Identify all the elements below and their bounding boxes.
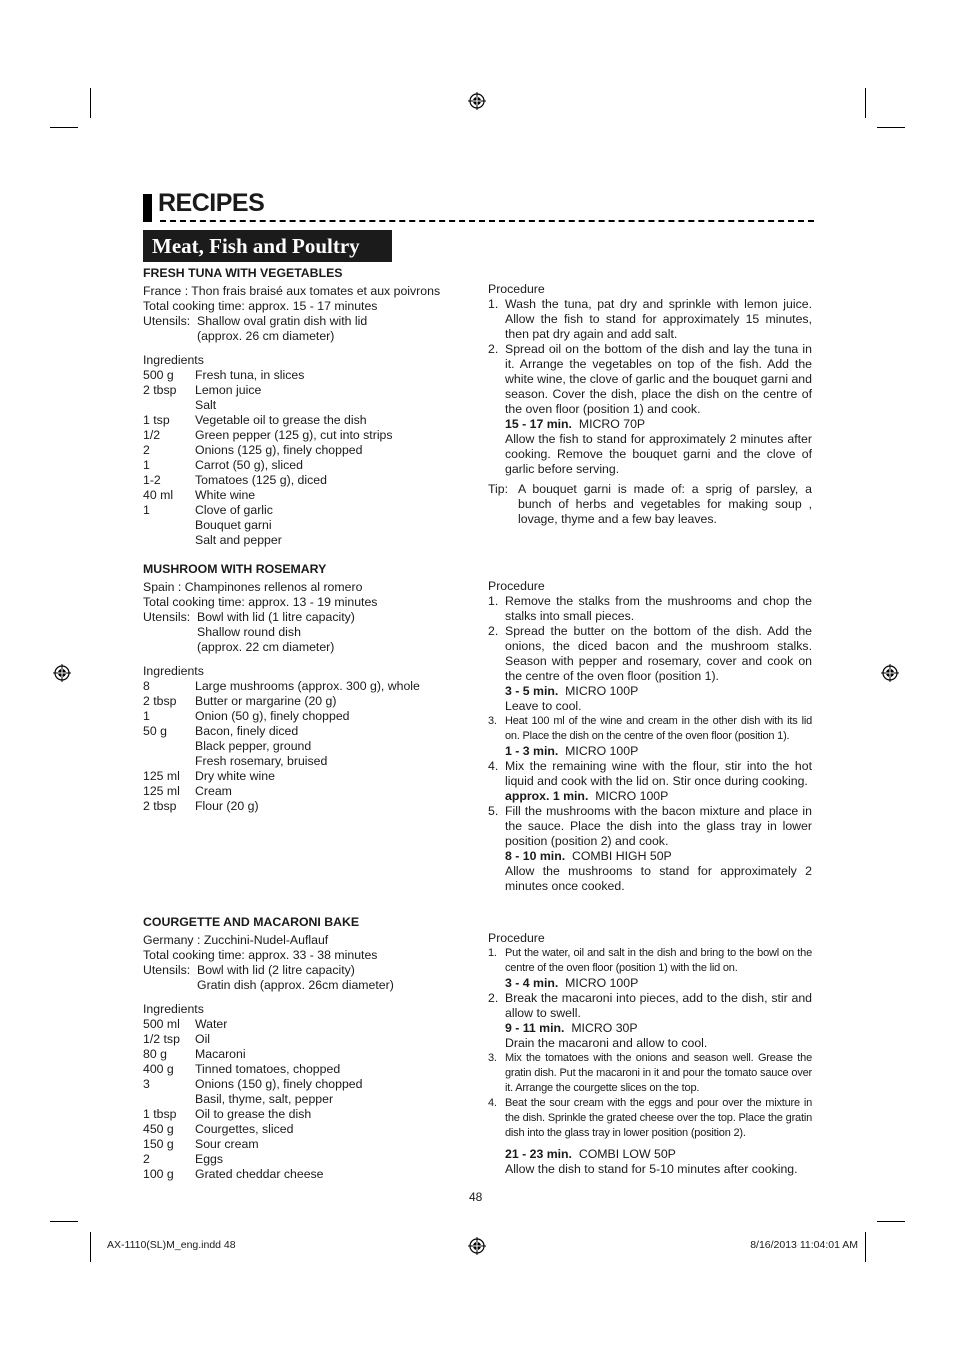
ingredient-name: Large mushrooms (approx. 300 g), whole bbox=[195, 679, 420, 693]
ingredient-quantity: 125 ml bbox=[143, 769, 180, 783]
tuna-procedure: Procedure 1. Wash the tuna, pat dry and sprinkle with lemon juice. Allow the fish to stand for approximately 15 minutes, then pat dry again and add salt. 2. Spread oil on the bottom of the dish and lay the tuna in it. Arrange the vegetables on top of the fish. Add the white wine, the clove of garlic and the bouquet garni and season. Cover the dish, place the dish on the centre of the oven floor (position 1) and cook. 15 - 17 min. MICRO 70P Allow the fish to stand for approximately 2 minutes after cooking. Remove the bouquet garni and the clove of garlic before serving. Tip: A bouquet garni is made of: a sprig of parsley, a bunch of herbs and vegetables for making soup , lovage, thyme and a few bay leaves. bbox=[488, 282, 812, 526]
ingredient-quantity: 1-2 bbox=[143, 473, 161, 487]
recipe-total-time: Total cooking time: approx. 15 - 17 minutes bbox=[143, 299, 378, 313]
mushroom-recipe-info: MUSHROOM WITH ROSEMARY Spain : Champinones rellenos al romero Total cooking time: approx. 13 - 19 minutes Utensils: Bowl with lid (1 litre capacity) Shallow round dish (approx. 22 cm diameter) Ingredients 8 Large mushrooms (approx. 300 g), whole 2 tbsp Butter or margarine (20 g) 1 Onion (50 g), finely chopped 50 g Bacon, finely diced Black pepper, ground Fresh rosemary, bruised 125 ml Dry white wine 125 ml Cream 2 tbsp Flour (20 g) bbox=[143, 562, 463, 814]
ingredient-row bbox=[143, 754, 463, 769]
tuna-recipe-info bbox=[143, 266, 463, 548]
ingredient-name: Fresh tuna, in slices bbox=[195, 368, 305, 382]
crop-mark bbox=[877, 127, 905, 128]
ingredient-row bbox=[143, 1167, 463, 1182]
ingredient-row bbox=[143, 679, 463, 694]
ingredient-row bbox=[143, 1032, 463, 1047]
registration-mark-icon bbox=[881, 664, 899, 682]
ingredient-quantity: 1 tbsp bbox=[143, 1107, 177, 1121]
ingredient-name: Eggs bbox=[195, 1152, 224, 1166]
ingredient-quantity: 8 bbox=[143, 679, 150, 693]
ingredient-quantity: 2 tbsp bbox=[143, 799, 177, 813]
ingredient-name: Flour (20 g) bbox=[195, 799, 259, 813]
ingredient-row bbox=[143, 473, 463, 488]
ingredient-name: Oil to grease the dish bbox=[195, 1107, 312, 1121]
ingredient-row bbox=[143, 694, 463, 709]
crop-mark bbox=[90, 1232, 91, 1262]
ingredient-row bbox=[143, 428, 463, 443]
crop-mark bbox=[50, 127, 78, 128]
ingredients-label: Ingredients bbox=[143, 353, 204, 367]
cook-time: 3 - 4 min. MICRO 100P bbox=[505, 976, 639, 990]
ingredient-row bbox=[143, 709, 463, 724]
ingredient-name: Oil bbox=[195, 1032, 211, 1046]
recipe-title: FRESH TUNA WITH VEGETABLES bbox=[143, 266, 343, 280]
ingredient-name: Cream bbox=[195, 784, 232, 798]
ingredient-row bbox=[143, 368, 463, 383]
ingredient-quantity: 2 tbsp bbox=[143, 694, 177, 708]
ingredient-row bbox=[143, 724, 463, 739]
procedure-step: 4. Beat the sour cream with the eggs and pour over the mixture in the dish. Sprinkle the grated cheese over the top. Place the gratin dish into the glass tray in lower position (position 2). bbox=[488, 1097, 812, 1139]
ingredient-quantity bbox=[143, 754, 195, 769]
ingredient-row bbox=[143, 739, 463, 754]
ingredient-name: Water bbox=[195, 1017, 228, 1031]
date-slug: 8/16/2013 11:04:01 AM bbox=[750, 1239, 858, 1251]
header-dashed-rule bbox=[160, 220, 814, 222]
ingredient-name: Black pepper, ground bbox=[195, 739, 312, 753]
ingredient-name: Bouquet garni bbox=[195, 518, 272, 532]
recipe-title: MUSHROOM WITH ROSEMARY bbox=[143, 562, 327, 576]
ingredient-quantity: 450 g bbox=[143, 1122, 174, 1136]
ingredient-name: Onions (150 g), finely chopped bbox=[195, 1077, 363, 1091]
ingredient-name: Carrot (50 g), sliced bbox=[195, 458, 303, 472]
ingredient-quantity: 150 g bbox=[143, 1137, 174, 1151]
ingredient-name: Salt and pepper bbox=[195, 533, 282, 547]
registration-mark-icon bbox=[468, 1237, 486, 1255]
ingredient-name: Sour cream bbox=[195, 1137, 259, 1151]
ingredient-row bbox=[143, 1047, 463, 1062]
ingredient-quantity: 1 bbox=[143, 503, 150, 517]
ingredient-quantity: 40 ml bbox=[143, 488, 174, 502]
ingredient-quantity bbox=[143, 518, 195, 533]
cook-time: 1 - 3 min. MICRO 100P bbox=[505, 744, 639, 758]
ingredients-list bbox=[143, 1017, 463, 1182]
cook-time: 3 - 5 min. MICRO 100P bbox=[505, 684, 639, 698]
recipe-title: COURGETTE AND MACARONI BAKE bbox=[143, 915, 360, 929]
ingredient-quantity: 2 tbsp bbox=[143, 383, 177, 397]
recipe-utensils: Utensils: Bowl with lid (1 litre capacity) Shallow round dish (approx. 22 cm diameter) bbox=[143, 610, 355, 654]
ingredient-quantity: 1/2 tsp bbox=[143, 1032, 180, 1046]
ingredient-quantity: 50 g bbox=[143, 724, 167, 738]
ingredient-row bbox=[143, 488, 463, 503]
ingredient-row bbox=[143, 383, 463, 398]
ingredient-name: Courgettes, sliced bbox=[195, 1122, 294, 1136]
ingredient-row bbox=[143, 443, 463, 458]
ingredient-row bbox=[143, 413, 463, 428]
ingredient-row bbox=[143, 1152, 463, 1167]
ingredient-row bbox=[143, 784, 463, 799]
ingredient-row bbox=[143, 1077, 463, 1092]
ingredient-row bbox=[143, 799, 463, 814]
page-number: 48 bbox=[469, 1190, 483, 1204]
ingredient-name: Tomatoes (125 g), diced bbox=[195, 473, 327, 487]
registration-mark-icon bbox=[468, 92, 486, 110]
ingredient-quantity: 2 bbox=[143, 1152, 150, 1166]
ingredient-quantity bbox=[143, 1092, 195, 1107]
ingredient-row bbox=[143, 398, 463, 413]
crop-mark bbox=[865, 88, 866, 118]
ingredient-quantity: 1 bbox=[143, 709, 150, 723]
mushroom-procedure: Procedure 1. Remove the stalks from the mushrooms and chop the stalks into small pieces. 2. Spread the butter on the bottom of the dish. Add the onions, the diced bacon and the mushroom stalks. Season with pepper and rosemary, cover and cook on the centre of the oven floor (position 1). 3 - 5 min. MICRO 100P Leave to cool. 3. Heat 100 ml of the wine and cream in the other dish with its lid on. Place the dish on the centre of the oven floor (position 1). 1 - 3 min. MICRO 100P 4. Mix the remaining wine with the flour, stir into the hot liquid and cook with the lid on. Stir once during cooking. approx. 1 min. MICRO 100P 5. Fill the mushrooms with the bacon mixture and place in the sauce. Place the dish into the glass tray in lower position (position 2) and cook. 8 - 10 min. COMBI HIGH 50P Allow the mushrooms to stand for approximately 2 minutes once cooked. bbox=[488, 579, 812, 893]
ingredient-name: Lemon juice bbox=[195, 383, 262, 397]
ingredient-name: Clove of garlic bbox=[195, 503, 273, 517]
courgette-procedure: Procedure 1. Put the water, oil and salt in the dish and bring to the bowl on the centre of the oven floor (position 1) with the lid on. 3 - 4 min. MICRO 100P 2. Break the macaroni into pieces, add to the dish, stir and allow to swell. 9 - 11 min. MICRO 30P Drain the macaroni and allow to cool. 3. Mix the tomatoes with the onions and season well. Grease the gratin dish. Put the macaroni in it and pour the tomato sauce over it. Arrange the courgette slices on the top. 4. Beat the sour cream with the eggs and pour over the mixture in the dish. Sprinkle the grated cheese over the top. Place the gratin dish into the glass tray in lower position (position 2). 21 - 23 min. COMBI LOW 50P Allow the dish to stand for 5-10 minutes after cooking. bbox=[488, 931, 812, 1176]
ingredient-name: Butter or margarine (20 g) bbox=[195, 694, 337, 708]
procedure-step: 1. Put the water, oil and salt in the dish and bring to the bowl on the centre of the oven floor (position 1) with the lid on. bbox=[488, 947, 812, 974]
ingredient-row bbox=[143, 1137, 463, 1152]
ingredient-quantity: 400 g bbox=[143, 1062, 174, 1076]
ingredient-name: Green pepper (125 g), cut into strips bbox=[195, 428, 393, 442]
ingredient-name: Bacon, finely diced bbox=[195, 724, 299, 738]
ingredient-name: Macaroni bbox=[195, 1047, 246, 1061]
crop-mark bbox=[90, 88, 91, 118]
ingredient-quantity: 100 g bbox=[143, 1167, 174, 1181]
page-title: RECIPES bbox=[158, 189, 265, 217]
ingredient-quantity: 1 tsp bbox=[143, 413, 170, 427]
crop-mark bbox=[877, 1221, 905, 1222]
procedure-step: 5. Fill the mushrooms with the bacon mixture and place in the sauce. Place the dish into the glass tray in lower position (position 2) and cook. bbox=[488, 804, 812, 848]
cook-time: 9 - 11 min. MICRO 30P bbox=[505, 1021, 638, 1035]
ingredient-row bbox=[143, 1122, 463, 1137]
ingredient-row bbox=[143, 1017, 463, 1032]
ingredient-row bbox=[143, 1107, 463, 1122]
ingredient-name: Vegetable oil to grease the dish bbox=[195, 413, 367, 427]
ingredient-row bbox=[143, 503, 463, 518]
ingredient-quantity: 500 g bbox=[143, 368, 174, 382]
ingredient-row bbox=[143, 533, 463, 548]
header-bar bbox=[143, 194, 152, 222]
crop-mark bbox=[865, 1232, 866, 1262]
ingredient-name: Tinned tomatoes, chopped bbox=[195, 1062, 341, 1076]
ingredient-quantity: 80 g bbox=[143, 1047, 167, 1061]
cook-time: 8 - 10 min. COMBI HIGH 50P bbox=[505, 849, 672, 863]
tip: Tip: A bouquet garni is made of: a sprig of parsley, a bunch of herbs and vegetables for making soup , lovage, thyme and a few bay leaves. bbox=[488, 482, 812, 526]
procedure-step: 1. Remove the stalks from the mushrooms and chop the stalks into small pieces. bbox=[488, 594, 812, 623]
ingredient-quantity: 1/2 bbox=[143, 428, 161, 442]
ingredient-name: Onions (125 g), finely chopped bbox=[195, 443, 363, 457]
ingredient-name: Onion (50 g), finely chopped bbox=[195, 709, 350, 723]
ingredient-name: Fresh rosemary, bruised bbox=[195, 754, 328, 768]
ingredient-quantity bbox=[143, 398, 195, 413]
ingredient-row bbox=[143, 1092, 463, 1107]
ingredient-row bbox=[143, 1062, 463, 1077]
procedure-step: 2. Spread oil on the bottom of the dish and lay the tuna in it. Arrange the vegetables on top of the fish. Add the white wine, the clove of garlic and the bouquet garni and season. Cover the dish, place the dish on the centre of the oven floor (position 1) and cook. bbox=[488, 342, 812, 416]
file-slug: AX-1110(SL)M_eng.indd 48 bbox=[107, 1239, 236, 1251]
ingredient-quantity: 500 ml bbox=[143, 1017, 180, 1031]
cook-time: 15 - 17 min. MICRO 70P bbox=[505, 417, 646, 431]
ingredient-name: Dry white wine bbox=[195, 769, 275, 783]
procedure-step: 4. Mix the remaining wine with the flour, stir into the hot liquid and cook with the lid on. Stir once during cooking. bbox=[488, 759, 812, 788]
cook-time: 21 - 23 min. COMBI LOW 50P bbox=[505, 1147, 676, 1161]
ingredient-quantity: 125 ml bbox=[143, 784, 180, 798]
section-banner: Meat, Fish and Poultry bbox=[143, 230, 392, 262]
ingredient-quantity: 3 bbox=[143, 1077, 150, 1091]
procedure-step: 2. Spread the butter on the bottom of the dish. Add the onions, the diced bacon and the mushroom stalks. Season with pepper and rosemary, cover and cook on the centre of the oven floor (position 1). bbox=[488, 624, 812, 683]
ingredient-row bbox=[143, 769, 463, 784]
ingredients-list bbox=[143, 368, 463, 548]
recipe-utensils: Utensils: Shallow oval gratin dish with lid (approx. 26 cm diameter) bbox=[143, 314, 368, 343]
ingredient-name: Salt bbox=[195, 398, 217, 412]
procedure-step: 3. Mix the tomatoes with the onions and season well. Grease the gratin dish. Put the macaroni in it and pour the tomato sauce over it. Arrange the courgette slices on the top. bbox=[488, 1052, 812, 1094]
ingredient-name: Basil, thyme, salt, pepper bbox=[195, 1092, 334, 1106]
procedure-step: 2. Break the macaroni into pieces, add to the dish, stir and allow to swell. bbox=[488, 991, 812, 1020]
crop-mark bbox=[50, 1221, 78, 1222]
recipe-utensils: Utensils: Bowl with lid (2 litre capacity) Gratin dish (approx. 26cm diameter) bbox=[143, 963, 394, 992]
ingredient-row bbox=[143, 518, 463, 533]
registration-mark-icon bbox=[53, 664, 71, 682]
cook-time: approx. 1 min. MICRO 100P bbox=[505, 789, 669, 803]
ingredient-row bbox=[143, 458, 463, 473]
ingredient-name: Grated cheddar cheese bbox=[195, 1167, 324, 1181]
procedure-step: 3. Heat 100 ml of the wine and cream in the other dish with its lid on. Place the dish on the centre of the oven floor (position 1). bbox=[488, 715, 812, 742]
ingredient-name: White wine bbox=[195, 488, 256, 502]
recipe-origin: France : Thon frais braisé aux tomates et aux poivrons bbox=[143, 284, 441, 298]
procedure-step: 1. Wash the tuna, pat dry and sprinkle with lemon juice. Allow the fish to stand for approximately 15 minutes, then pat dry again and add salt. bbox=[488, 297, 812, 341]
ingredient-quantity bbox=[143, 533, 195, 548]
ingredient-quantity bbox=[143, 739, 195, 754]
ingredients-list bbox=[143, 679, 463, 814]
ingredient-quantity: 1 bbox=[143, 458, 150, 472]
ingredient-quantity: 2 bbox=[143, 443, 150, 457]
courgette-recipe-info: COURGETTE AND MACARONI BAKE Germany : Zucchini-Nudel-Auflauf Total cooking time: approx. 33 - 38 minutes Utensils: Bowl with lid (2 litre capacity) Gratin dish (approx. 26cm diameter) Ingredients 500 ml Water 1/2 tsp Oil 80 g Macaroni 400 g Tinned tomatoes, chopped 3 Onions (150 g), finely chopped Basil, thyme, salt, pepper 1 tbsp Oil to grease the dish 450 g Courgettes, sliced 150 g Sour cream 2 Eggs 100 g Grated cheddar cheese bbox=[143, 915, 463, 1182]
